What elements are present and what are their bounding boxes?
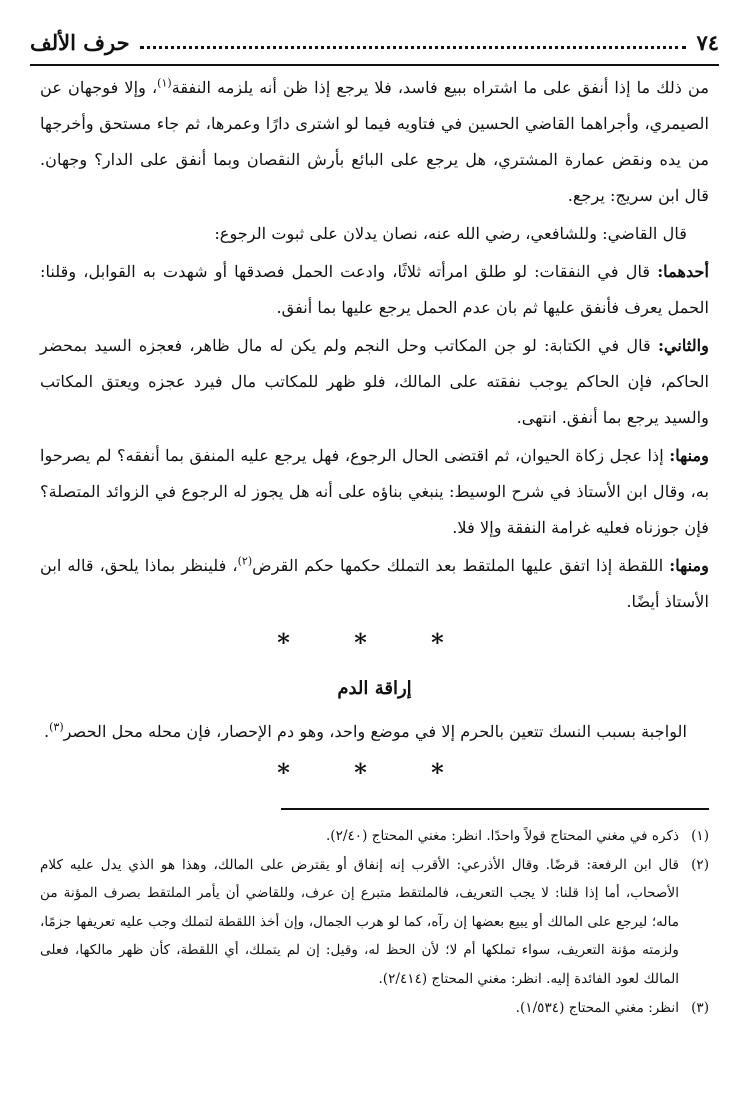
paragraph-text: قال في النفقات: لو طلق امرأته ثلاثًا، وادعت الحمل فصدقها أو شهدت به القوابل، وقلنا: الحمل يعرف فأنفق عليها ثم بان عدم الحمل يرجع عليها بما أنفق. (40, 262, 709, 317)
page-number: ٧٤ (696, 29, 719, 55)
asterisk: * (354, 628, 395, 657)
footnote-text: قال ابن الرفعة: قرضًا. وقال الأذرعي: الأقرب إنه إنفاق أو يقترض على المالك، وهذا هو الذي يدل عليه كلام الأصحاب، أما إذا قلنا: لا يجب التعريف، فالملتقط متبرع إن عرف، وللقاضي أن يأمر الملتقط بصرف المؤنة من ماله؛ ليرجع على المالك أو يبيع بعضها إن رآه، كما لو هرب الجمال، وإن أخذ اللقطة لتملك وجب عليه تعريفها جزمًا، ولزمته مؤنة التعريف، سواء تملكها أم لا؛ لأن الحظ له، وقيل: إن لم يتملك، أي اللقطة، كأن ظهر مالكها، فعلى المالك لعود الفائدة إليه. انظر: مغني المحتاج (٢/٤١٤). (40, 856, 679, 987)
paragraph-lead: ومنها: (669, 556, 709, 575)
paragraph-text: ، فلينظر بماذا يلحق، قاله ابن الأستاذ أيضًا. (40, 556, 709, 611)
main-text (40, 70, 709, 794)
footnote (40, 851, 709, 994)
header-dot-leader (140, 46, 687, 49)
paragraph-text: إذا عجل زكاة الحيوان، ثم اقتضى الحال الرجوع، فهل يرجع عليه المنفق بما أنفقه؟ لم يصرحوا به، وقال ابن الأستاذ في شرح الوسيط: ينبغي بناؤه على أنه هل يجوز له الرجوع في الزوائد المتصلة؟ فإن جوزناه فعليه غرامة النفقة وإلا فلا. (40, 446, 709, 537)
paragraph-text: من ذلك ما إذا أنفق على ما اشتراه ببيع فاسد، فلا يرجع إذا ظن أنه يلزمه النفقة (171, 78, 709, 97)
running-header (30, 22, 719, 62)
asterisk: * (354, 758, 395, 787)
paragraph-text: قال القاضي: وللشافعي، رضي الله عنه، نصان يدلان على ثبوت الرجوع: (214, 224, 687, 243)
running-title: حرف الألف (30, 29, 130, 55)
asterisk: * (431, 628, 472, 657)
paragraph-lead: ومنها: (669, 446, 709, 465)
paragraph (40, 328, 709, 436)
paragraph-text: الواجبة بسبب النسك تتعين بالحرم إلا في موضع واحد، وهو دم الإحصار، فإن محله محل الحصر (63, 722, 687, 741)
footnote-rule (281, 808, 709, 810)
footnote (40, 994, 709, 1023)
asterisk: * (277, 758, 318, 787)
footnote-label: (١) (691, 828, 709, 844)
paragraph (40, 216, 709, 252)
header-rule (30, 64, 719, 66)
paragraph-text: قال في الكتابة: لو جن المكاتب وحل النجم ولم يكن له مال ظاهر، فعجزه السيد بمحضر الحاكم، فإن الحاكم يوجب نفقته على المالك، فلو ظهر للمكاتب مال فيرد عجزه ويعتق المكاتب والسيد يرجع بما أنفق. انتهى. (40, 336, 709, 427)
paragraph (40, 548, 709, 620)
paragraph (40, 70, 709, 214)
footnote-ref: (٣) (49, 720, 64, 734)
footnote-text: ذكره في مغني المحتاج قولاً واحدًا. انظر: مغني المحتاج (٢/٤٠). (325, 828, 679, 844)
footnote-ref: (١) (157, 76, 172, 90)
paragraph-text: . (43, 722, 50, 741)
footnotes (40, 822, 709, 1022)
footnote-label: (٣) (691, 999, 709, 1016)
footnote-label: (٢) (691, 856, 709, 873)
asterisk: * (431, 758, 472, 787)
paragraph-text: ، وإلا فوجهان عن الصيمري، وأجراهما القاضي الحسين في فتاويه فيما لو اشترى دارًا وعمرها، ثم جاء مستحق وأخرجها من يده ونقض عمارة المشتري، هل يرجع على البائع بأرش النقصان وبما أنفق على الدار؟ وجهان. قال ابن سريج: يرجع. (40, 78, 709, 205)
footnote-text: انظر: مغني المحتاج (١/٥٣٤). (515, 999, 679, 1016)
paragraph-lead: والثاني: (657, 336, 709, 355)
section-separator (40, 756, 709, 790)
section-separator (40, 626, 709, 660)
paragraph (40, 254, 709, 326)
paragraph (40, 438, 709, 546)
section-heading: إراقة الدم (337, 678, 412, 699)
footnote (40, 822, 709, 851)
paragraph (40, 714, 709, 750)
footnote-ref: (٢) (237, 554, 253, 568)
paragraph-text: اللقطة إذا اتفق عليها الملتقط بعد التملك حكمها حكم القرض (252, 556, 670, 575)
paragraph-lead: أحدهما: (657, 262, 709, 281)
asterisk: * (277, 628, 318, 657)
